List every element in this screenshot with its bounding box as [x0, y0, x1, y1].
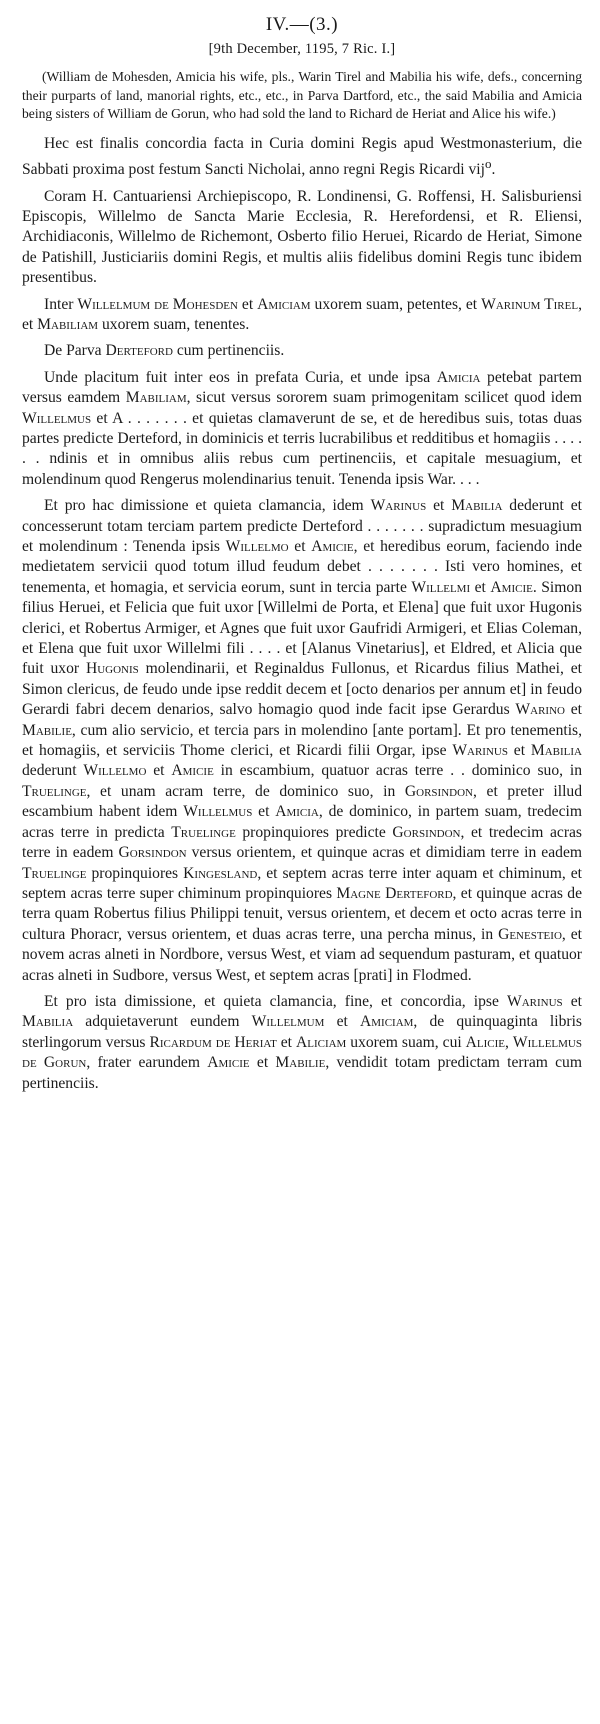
proper-name: Mabilia — [451, 497, 503, 515]
proper-name: Mabilia — [22, 1013, 74, 1031]
proper-name: Warinus — [452, 742, 508, 760]
body-paragraph — [22, 341, 582, 361]
text-run: et — [276, 1033, 296, 1051]
text-run: et — [470, 578, 491, 596]
proper-name: Ricardum de Heriat — [149, 1033, 277, 1051]
text-run: , sicut versus sororem suam primogenitam scilicet quod idem — [186, 389, 582, 407]
record-heading: IV.—(3.) — [265, 14, 339, 35]
text-run: Unde placitum fuit inter eos in prefata Curia, et unde ipsa — [44, 368, 437, 386]
text-run: in escambium, quatuor acras terre . . dominico suo, in — [213, 762, 582, 780]
proper-name: Amicia — [275, 803, 319, 821]
proper-name: Truelinge — [22, 864, 87, 882]
text-run: uxorem suam, tenentes. — [98, 315, 250, 333]
text-run: Et pro ista dimissione, et quieta clamancia, fine, et concordia, ipse — [44, 992, 507, 1010]
proper-name: Hugonis — [85, 660, 139, 678]
text-run: , — [505, 1033, 513, 1051]
proper-name: Alicie — [465, 1033, 506, 1051]
proper-name: Genesteio — [498, 925, 562, 943]
text-run: , cum alio servicio, et tercia pars in molendino [ante portam]. Et pro tenementis, et homagiis, et serviciis Thome clerici, et Ricardi filii Orgar, ipse — [22, 721, 582, 760]
proper-name: Derteford — [105, 342, 173, 360]
proper-name: Willelmus — [22, 409, 92, 427]
proper-name: Aliciam — [295, 1033, 347, 1051]
text-run: uxorem suam, cui — [346, 1033, 466, 1051]
proper-name: Willelmi — [411, 578, 471, 596]
text-run: et — [252, 803, 276, 821]
text-run: , vendidit totam predictam terram cum pertinenciis. — [22, 1054, 582, 1092]
proper-name: Willelmus de Gorun — [22, 1033, 582, 1072]
text-run: et — [507, 742, 531, 760]
text-run: . Simon filius Heruei, et Felicia que fuit uxor [Willelmi de Porta, et Elena] que fuit uxor Hugonis clerici, et Robertus Armiger, et Agnes que fuit uxor Gaufridi Armigeri, et Elias Coleman, et Elena que fuit uxor Willelmi fili . . . . et [Alanus Vinetarius], et Eldred, et Alicia que fuit uxor — [22, 578, 582, 678]
proper-name: Kingesland — [183, 864, 258, 882]
text-run: et — [562, 992, 583, 1010]
body-paragraph — [22, 992, 582, 1094]
proper-name: Amicie — [171, 762, 214, 780]
text-run: et — [426, 497, 452, 515]
superscript-text: o — [484, 155, 492, 171]
text-run: Inter — [44, 295, 78, 313]
body-paragraph — [22, 496, 582, 986]
proper-name: Gorsindon — [392, 823, 461, 841]
proper-name: Amicia — [436, 368, 481, 386]
text-run: , et heredibus eorum, faciendo inde medietatem servicii quod totum illud feudum debet . . . . . . . Isti vero homines, et tenementa, et homagia, et servicia eorum, sunt in tercia parte — [22, 538, 582, 596]
text-run: De Parva — [44, 342, 106, 360]
text-run: dederunt et concesserunt totam terciam partem predicte Derteford . . . . . . . supradictum mesuagium et molendinum : Tenenda ipsis — [22, 497, 582, 555]
text-run: Hec est finalis concordia facta in Curia domini Regis apud Westmonasterium, die Sabbati proxima post festum Sancti Nicholai, anno regni Regis Ricardi vij — [22, 134, 582, 179]
text-run: uxorem suam, petentes, et — [310, 295, 482, 313]
proper-name: Warinus — [370, 497, 427, 515]
proper-name: Truelinge — [22, 782, 87, 800]
proper-name: Gorsindon — [118, 844, 187, 862]
text-run: dederunt — [22, 762, 84, 780]
text-run: . — [491, 161, 496, 179]
proper-name: Willelmum de Mohesden — [77, 295, 238, 313]
text-run: petebat partem versus eamdem — [22, 368, 582, 407]
proper-name: Willelmo — [83, 762, 147, 780]
proper-name: Amicie — [490, 578, 533, 596]
text-run: versus orientem, et quinque acras et dimidiam terre in eadem — [186, 844, 583, 862]
text-run: Et pro hac dimissione et quieta clamancia, idem — [44, 497, 371, 515]
proper-name: Warinus — [507, 992, 563, 1010]
proper-name: Mabiliam — [37, 315, 99, 333]
text-run: , et septem acras terre inter aquam et chiminum, et septem acras terre super chiminum propinquiores — [22, 864, 583, 902]
proper-name: Mabilie — [22, 721, 72, 739]
text-run: et A . . . . . . . et quietas clamaverunt de se, et de heredibus suis, totas duas partes predicte Derteford, in dominicis et terris lucrabilibus et redditibus et homagiis . . . . . . ndinis et in omnibus aliis rebus cum pertinenciis, et capitale mesuagium, et molendinum quod Rengerus molendinarius tenuit. Tenenda ipsis War. . . . — [22, 409, 582, 488]
text-run: propinquiores — [86, 864, 184, 882]
body-paragraph — [22, 187, 582, 289]
record-summary: (William de Mohesden, Amicia his wife, pls., Warin Tirel and Mabilia his wife, defs., concerning their purparts of land, manorial rights, etc., etc., in Parva Dartford, etc., the said Mabilia and Amicia being sisters of William de Gorun, who had sold the land to Richard de Heriat and Alice his wife.) — [22, 69, 582, 121]
text-run: , et preter illud escambium habent idem — [22, 782, 583, 821]
text-run: et — [146, 762, 172, 780]
text-run: molendinarii, et Reginaldus Fullonus, et Ricardus filius Mathei, et Simon clericus, de feudo unde ipse reddit decem et [octo denarios per annum et] in feudo Gerardi fabri decem denarios, salvo homagio quod inde facit ipse Gerardus — [22, 660, 582, 719]
text-run: , et — [22, 295, 582, 333]
body-paragraph — [22, 295, 582, 336]
text-run: et — [324, 1013, 360, 1031]
proper-name: Willelmus — [183, 803, 253, 821]
text-run: propinquiores predicte — [235, 823, 393, 841]
proper-name: Amiciam — [257, 295, 311, 313]
proper-name: Gorsindon — [404, 782, 473, 800]
proper-name: Amicie — [311, 538, 354, 555]
text-run: Coram H. Cantuariensi Archiepiscopo, R. Londinensi, G. Roffensi, H. Salisburiensi Episcopis, Willelmo de Sancta Marie Ecclesia, R. Herefordensi, et R. Eliensi, Archidiaconis, Willelmo de Richemont, Osberto filio Heruei, Ricardo de Heriat, Simone de Patishill, Justiciariis domini Regis, et multis aliis fidelibus domini Regis tunc ibidem presentibus. — [22, 187, 582, 287]
body-paragraph — [22, 134, 582, 181]
proper-name: Mabilie — [275, 1054, 326, 1072]
proper-name: Magne Derteford — [336, 884, 453, 902]
text-run: et — [288, 538, 312, 555]
proper-name: Truelinge — [171, 823, 236, 841]
text-run: et — [564, 701, 582, 719]
record-date: [9th December, 1195, 7 Ric. I.] — [208, 41, 396, 57]
text-run: , et unam acram terre, de dominico suo, in — [86, 782, 405, 800]
proper-name: Mabiliam — [125, 389, 187, 407]
proper-name: Warino — [515, 701, 565, 719]
text-run: et — [237, 295, 258, 313]
proper-name: Amiciam — [359, 1013, 414, 1031]
proper-name: Warinum Tirel — [481, 295, 579, 313]
text-run: adquietaverunt eundem — [73, 1013, 252, 1031]
text-run: , de quinquaginta libris sterlingorum versus — [22, 1013, 582, 1051]
text-run: cum pertinenciis. — [172, 342, 285, 360]
text-run: , frater earundem — [86, 1054, 208, 1072]
proper-name: Willelmo — [225, 538, 289, 555]
proper-name: Willelmum — [251, 1013, 325, 1031]
proper-name: Mabilia — [530, 742, 582, 760]
proper-name: Amicie — [207, 1054, 250, 1072]
text-run: et — [249, 1054, 276, 1072]
text-run: , de dominico, in partem suam, tredecim acras terre in predicta — [22, 803, 582, 841]
text-run: , et tredecim acras terre in eadem — [22, 823, 583, 862]
text-run: , et novem acras alneti in Nordbore, versus West, et viam ad sequendum pasturam, et quatuor acras alneti in Sudbore, versus West, et septem acras [prati] in Flodmed. — [22, 925, 582, 984]
body-paragraph — [22, 368, 582, 490]
text-run: , et quinque acras de terra quam Robertus filius Philippi tenuit, versus orientem, et decem et octo acras terre in cultura Phoracr, versus orientem, et duas acras terre, una percha minus, in — [22, 884, 582, 943]
